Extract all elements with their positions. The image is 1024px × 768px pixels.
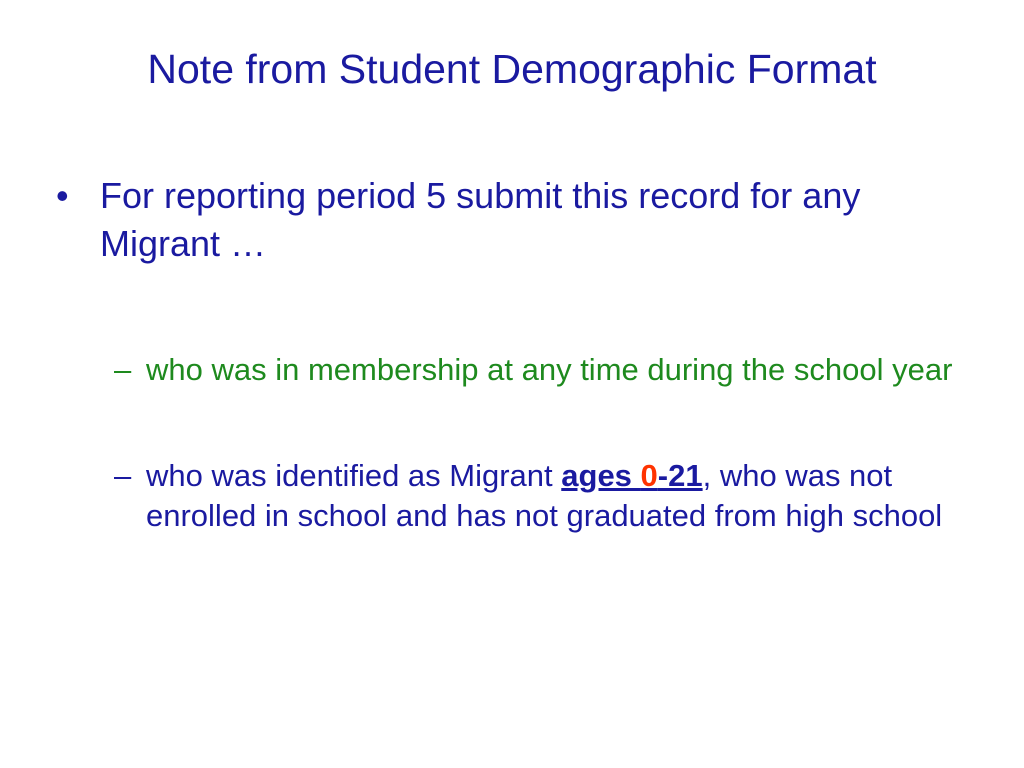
sub-bullet-membership	[114, 350, 974, 390]
main-bullet-text: For reporting period 5 submit this record for any Migrant …	[100, 175, 861, 264]
main-bullet	[56, 172, 936, 268]
ages-zero: 0	[640, 458, 658, 493]
slide-title: Note from Student Demographic Format	[147, 46, 877, 92]
sub2-after: , who was not enrolled in school and has not graduated from high school	[146, 458, 943, 533]
sub-bullet-marker: –	[114, 352, 132, 387]
sub-bullet-identified	[114, 456, 974, 536]
sub-bullet-membership-text: who was in membership at any time during the school year	[146, 352, 953, 387]
ages-range	[561, 458, 702, 493]
bullet-marker: •	[56, 175, 69, 216]
ages-suffix: -21	[657, 458, 703, 493]
sub-bullet-identified-text	[146, 456, 974, 536]
sub2-before: who was identified as Migrant	[146, 458, 562, 493]
ages-prefix: ages	[561, 458, 641, 493]
sub-bullet-marker: –	[114, 458, 132, 493]
